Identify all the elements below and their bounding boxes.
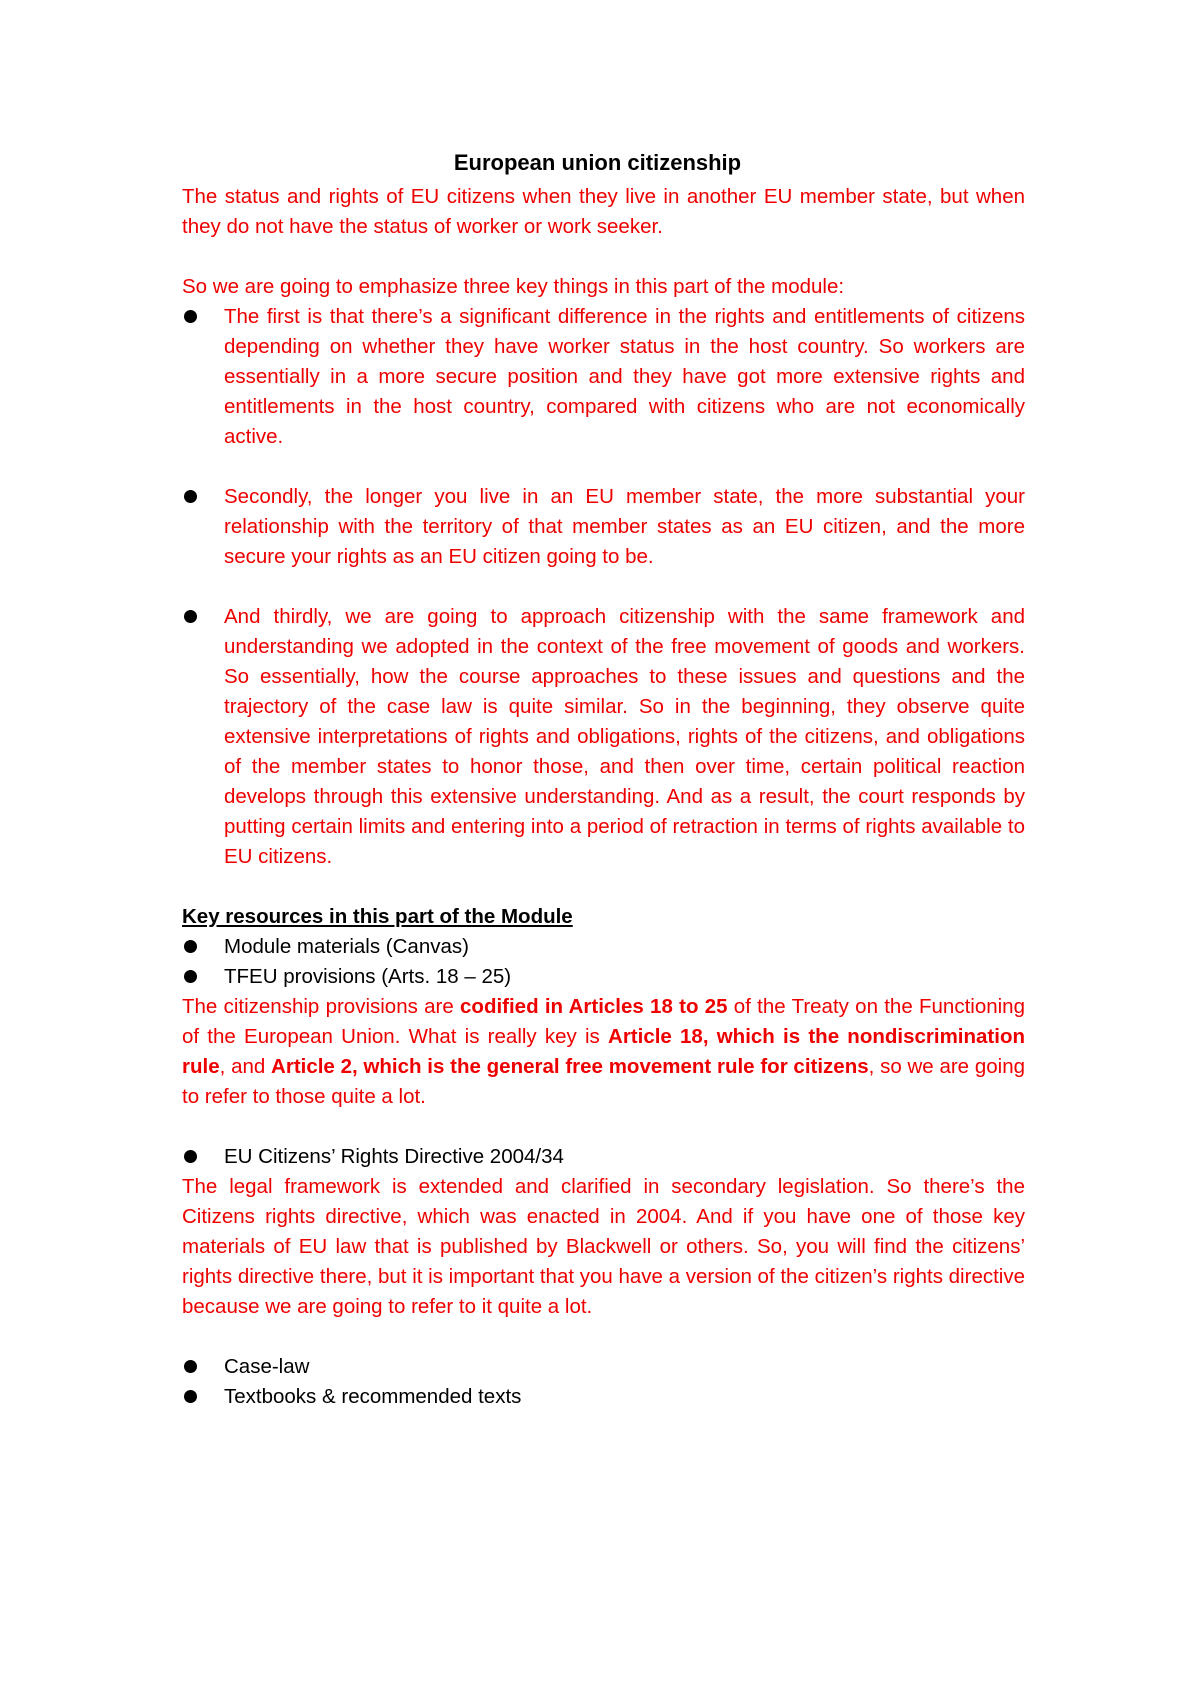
tfeu-note-bold: Article 2, which is the general free movement rule for citizens: [271, 1055, 869, 1078]
key-points-list: [182, 302, 1025, 872]
resource-text: EU Citizens’ Rights Directive 2004/34: [224, 1145, 564, 1168]
list-item: [182, 602, 1025, 872]
spacer: [182, 452, 1025, 482]
spacer: [182, 242, 1025, 272]
list-item: [182, 1352, 1025, 1382]
tfeu-note-text: , and: [219, 1055, 272, 1078]
bullet-icon: [184, 1360, 197, 1373]
intro-paragraph: The status and rights of EU citizens when they live in another EU member state, but when they do not have the status of worker or work seeker.: [182, 185, 1025, 238]
tfeu-note-bold: Article 18, which is the nondiscrimination rule: [182, 1025, 1025, 1078]
key-point-text: The first is that there’s a significant difference in the rights and entitlements of citizens depending on whether they have worker status in the host country. So workers are essentially in a more secure position and they have got more extensive rights and entitlements in the host country, compared with citizens who are not economically active.: [224, 305, 1025, 448]
resources-list: [182, 932, 1025, 992]
resource-text: TFEU provisions (Arts. 18 – 25): [224, 965, 512, 988]
list-item: [182, 932, 1025, 962]
more-resources-list: [182, 1352, 1025, 1412]
tfeu-note-text: of the Treaty on the Functioning of the European Union. What is really key is: [182, 995, 1025, 1048]
list-item: [182, 302, 1025, 452]
key-point-text: And thirdly, we are going to approach citizenship with the same framework and understanding we adopted in the context of the free movement of goods and workers. So essentially, how the course approaches to these issues and questions and the trajectory of the case law is quite similar. So in the beginning, they observe quite extensive interpretations of rights and obligations, rights of the citizens, and obligations of the member states to honor those, and then over time, certain political reaction develops through this extensive understanding. And as a result, the court responds by putting certain limits and entering into a period of retraction in terms of rights available to EU citizens.: [224, 605, 1025, 868]
list-item: [182, 1142, 1025, 1172]
spacer: [182, 1322, 1025, 1352]
spacer: [182, 1112, 1025, 1142]
tfeu-note: [182, 992, 1025, 1112]
spacer: [182, 872, 1025, 902]
resources-heading: Key resources in this part of the Module: [182, 905, 573, 928]
resource-text: Case-law: [224, 1355, 310, 1378]
list-item: [182, 1382, 1025, 1412]
bullet-icon: [184, 970, 197, 983]
tfeu-note-text: , so we are going to refer to those quite a lot.: [182, 1055, 1025, 1108]
bullet-icon: [184, 940, 197, 953]
spacer: [182, 572, 1025, 602]
page-title: European union citizenship: [453, 150, 742, 175]
directive-list: [182, 1142, 1025, 1172]
resource-text: Textbooks & recommended texts: [224, 1385, 522, 1408]
bullet-icon: [184, 610, 197, 623]
list-item: [182, 962, 1025, 992]
bullet-icon: [184, 310, 197, 323]
bullet-icon: [184, 1390, 197, 1403]
tfeu-note-text: The citizenship provisions are: [182, 995, 461, 1018]
list-item: [182, 482, 1025, 572]
resource-text: Module materials (Canvas): [224, 935, 469, 958]
bullet-icon: [184, 490, 197, 503]
tfeu-note-bold: codified in Articles 18 to 25: [460, 995, 728, 1018]
directive-note: The legal framework is extended and clarified in secondary legislation. So there’s the Citizens rights directive, which was enacted in 2004. And if you have one of those key materials of EU law that is published by Blackwell or others. So, you will find the citizens’ rights directive there, but it is important that you have a version of the citizen’s rights directive because we are going to refer to it quite a lot.: [182, 1175, 1025, 1318]
bullet-icon: [184, 1150, 197, 1163]
key-point-text: Secondly, the longer you live in an EU member state, the more substantial your relationship with the territory of that member states as an EU citizen, and the more secure your rights as an EU citizen going to be.: [224, 485, 1025, 568]
emphasis-lead: So we are going to emphasize three key things in this part of the module:: [182, 275, 845, 298]
